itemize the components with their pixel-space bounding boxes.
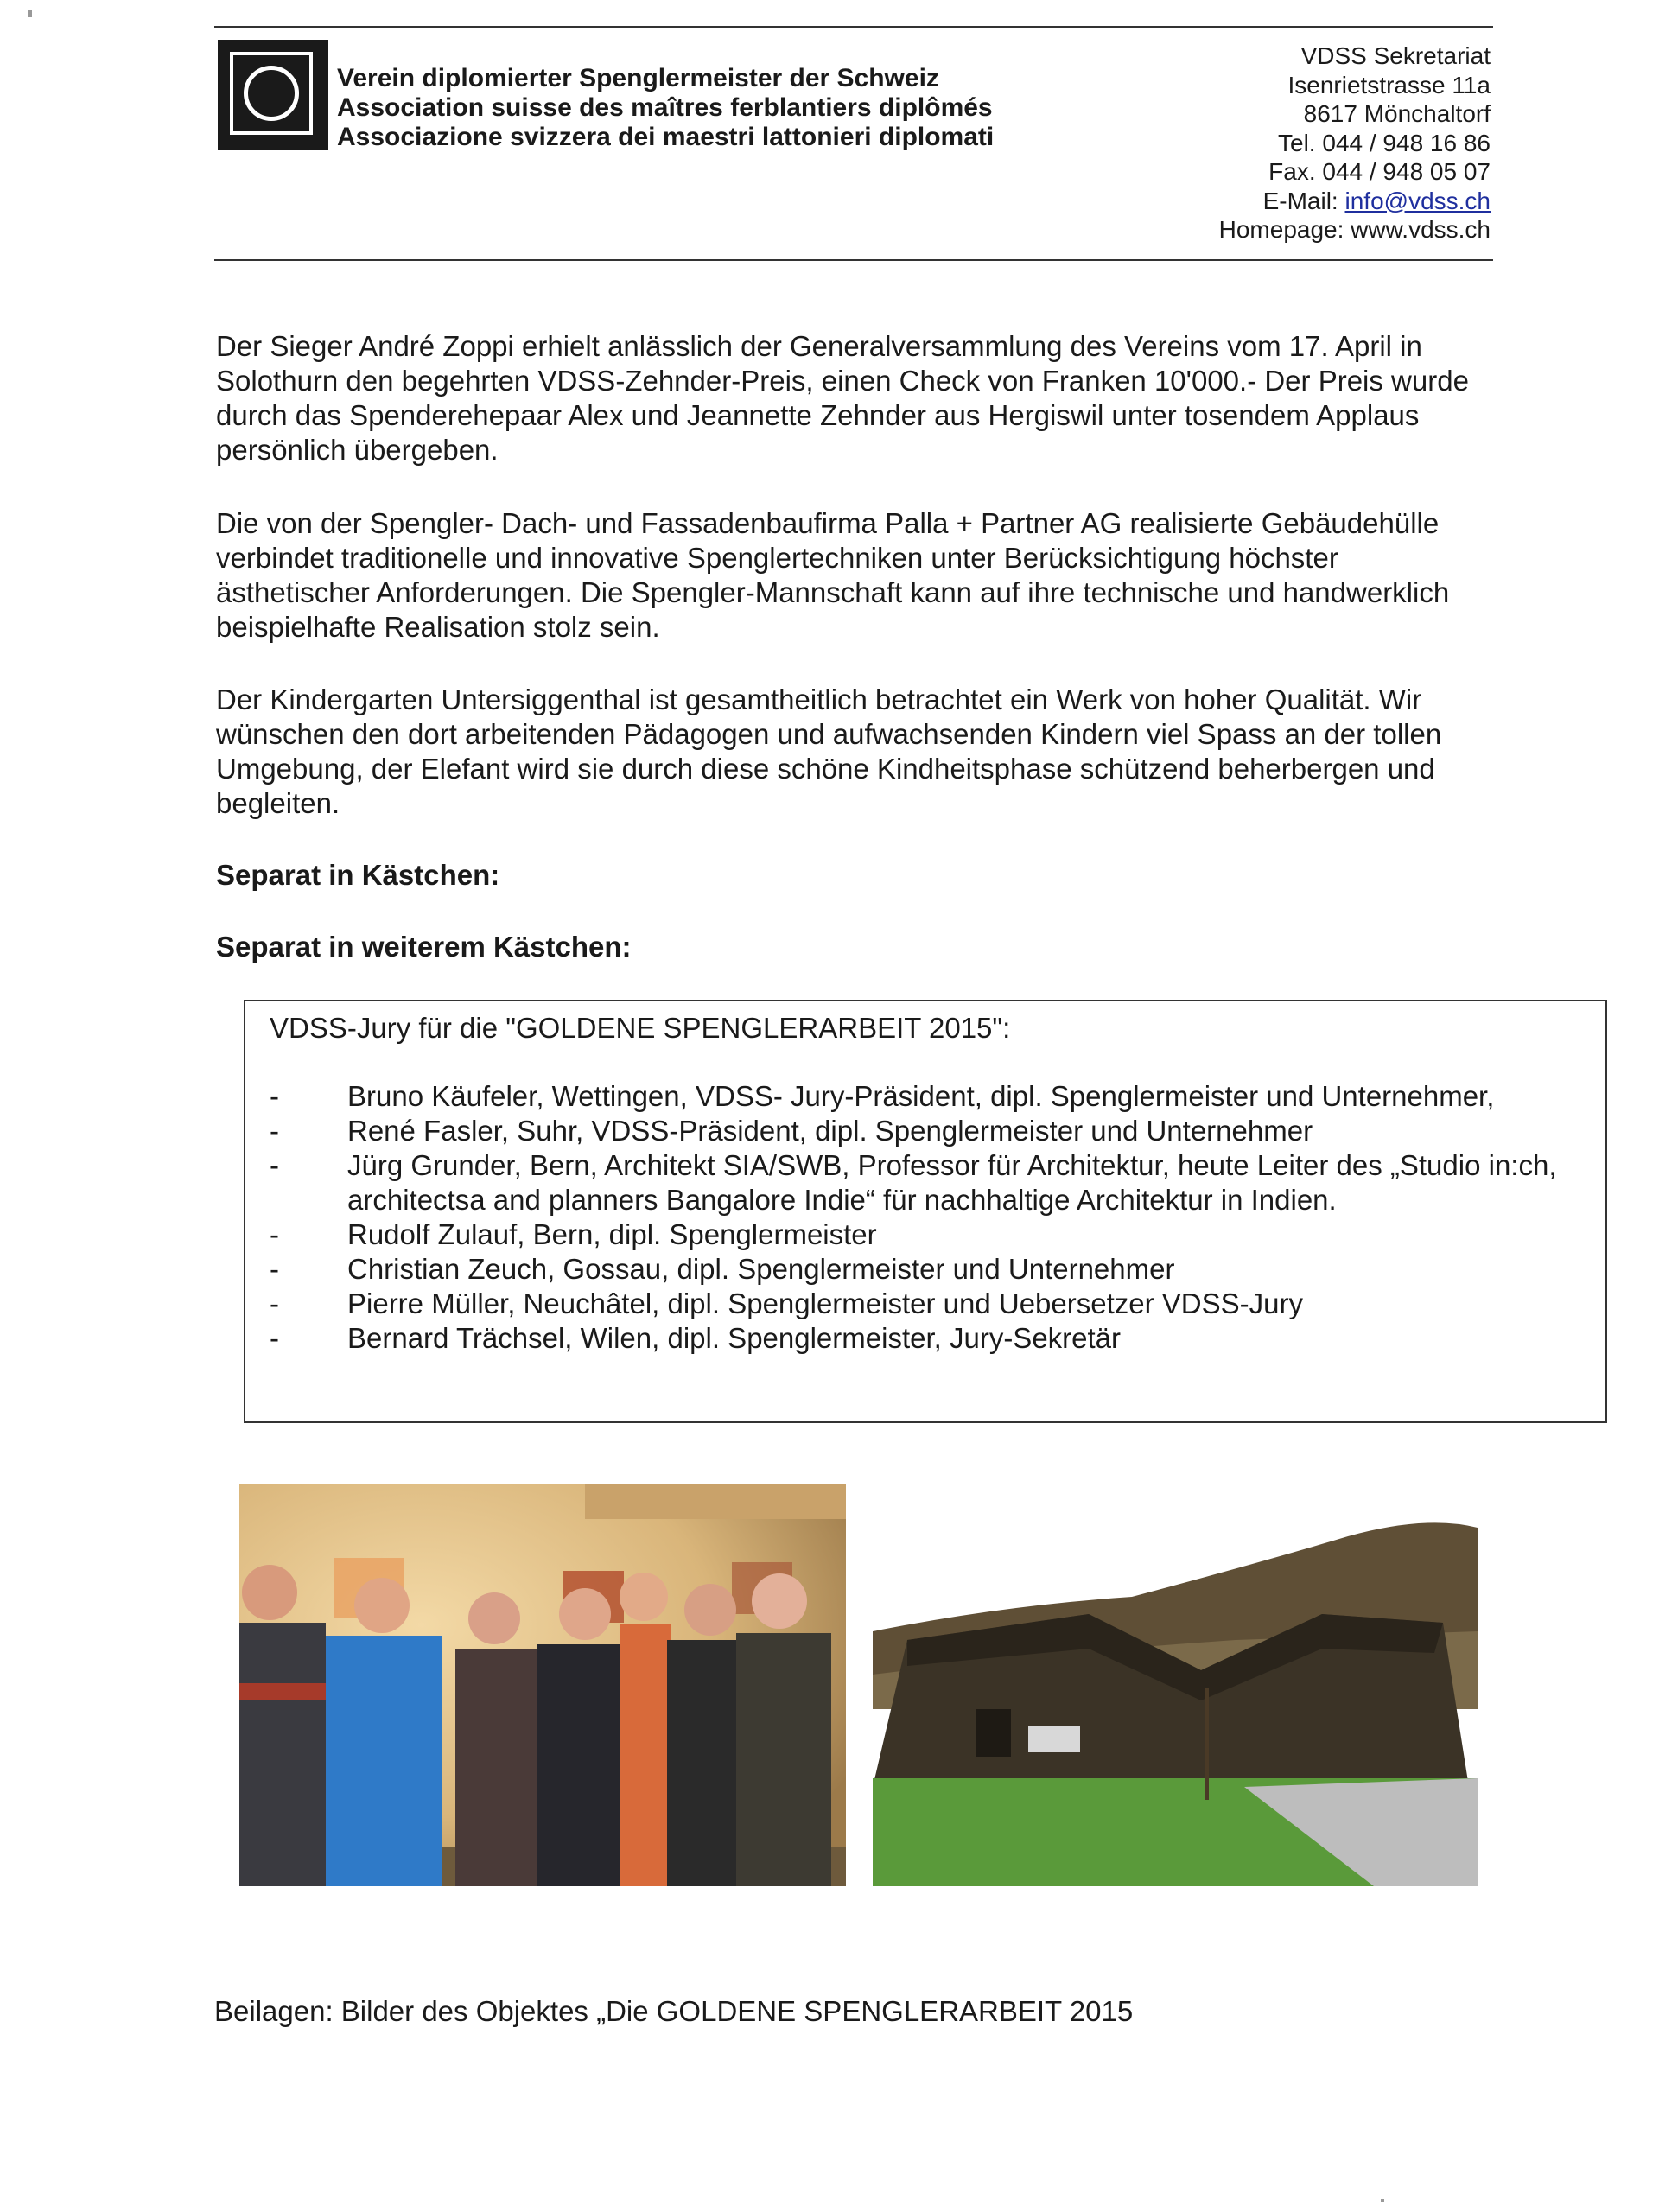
list-dash: - xyxy=(270,1218,279,1250)
heading-separate-further-box: Separat in weiterem Kästchen: xyxy=(216,931,632,963)
list-item: - Christian Zeuch, Gossau, dipl. Spenglermeister und Unternehmer xyxy=(270,1253,1175,1285)
kindergarten-building-photo xyxy=(873,1502,1478,1886)
footer-attachments: Beilagen: Bilder des Objektes „Die GOLDENE SPENGLERARBEIT 2015 xyxy=(214,1995,1134,2027)
org-name-fr: Association suisse des maîtres ferblantiers diplômés xyxy=(337,93,993,122)
list-dash: - xyxy=(270,1080,279,1112)
list-item: - Pierre Müller, Neuchâtel, dipl. Spenglermeister und Uebersetzer VDSS-Jury xyxy=(270,1287,1303,1319)
contact-street: Isenrietstrasse 11a xyxy=(1287,71,1491,99)
header-top-rule xyxy=(214,26,1493,28)
paragraph-prize: Der Sieger André Zoppi erhielt anlässlich der Generalversammlung des Vereins vom 17. April in Solothurn den begehrten VDSS-Zehnder-Preis, einen Check von Franken 10'000.- Der Preis wurde durch das Spenderehepaar Alex und Jeannette Zehnder aus Hergiswil unter tosendem Applaus persönlich übergeben. xyxy=(216,330,1469,466)
jury-group-photo xyxy=(239,1484,846,1886)
heading-separate-box: Separat in Kästchen: xyxy=(216,859,500,891)
contact-secretariat: VDSS Sekretariat xyxy=(1300,42,1491,69)
paragraph-kindergarten: Der Kindergarten Untersiggenthal ist gesamtheitlich betrachtet ein Werk von hoher Qualität. Wir wünschen den dort arbeitenden Pädagogen und aufwachsenden Kindern viel Spass an der tollen Umgebung, der Elefant wird sie durch diese schöne Kindheitsphase schützend beherbergen und begleiten. xyxy=(216,683,1442,819)
contact-homepage: Homepage: www.vdss.ch xyxy=(1218,216,1491,243)
logo-circle-icon xyxy=(244,66,299,121)
contact-city: 8617 Mönchaltorf xyxy=(1303,100,1491,127)
org-name-de: Verein diplomierter Spenglermeister der Schweiz xyxy=(337,64,939,92)
list-dash: - xyxy=(270,1322,279,1354)
contact-tel: Tel. 044 / 948 16 86 xyxy=(1278,129,1491,156)
list-dash: - xyxy=(270,1287,279,1319)
list-dash: - xyxy=(270,1149,279,1181)
list-item: - Bernard Trächsel, Wilen, dipl. Spenglermeister, Jury-Sekretär xyxy=(270,1322,1122,1354)
jury-list xyxy=(270,1079,1583,1356)
contact-email-row xyxy=(1219,187,1491,216)
list-item: - Jürg Grunder, Bern, Architekt SIA/SWB, Professor für Architektur, heute Leiter des „Studio in:ch, architectsa and planners Bangalore Indie“ für nachhaltige Architektur in Indien. xyxy=(270,1149,1557,1216)
list-item: - Bruno Käufeler, Wettingen, VDSS- Jury-Präsident, dipl. Spenglermeister und Unternehmer, xyxy=(270,1080,1495,1112)
scan-speck xyxy=(1381,2199,1384,2202)
list-item: - Rudolf Zulauf, Bern, dipl. Spenglermeister xyxy=(270,1218,877,1250)
logo-frame xyxy=(230,52,313,135)
list-dash: - xyxy=(270,1115,279,1147)
jury-title: VDSS-Jury für die "GOLDENE SPENGLERARBEIT 2015": xyxy=(270,1012,1011,1044)
paragraph-building: Die von der Spengler- Dach- und Fassadenbaufirma Palla + Partner AG realisierte Gebäudehülle verbindet traditionelle und innovative Spenglertechniken unter Berücksichtigung höchster ästhetischer Anforderungen. Die Spengler-Mannschaft kann auf ihre technische und handwerklich beispielhafte Realisation stolz sein. xyxy=(216,507,1450,643)
contact-block xyxy=(1219,41,1491,245)
organization-names xyxy=(337,64,994,152)
contact-fax: Fax. 044 / 948 05 07 xyxy=(1268,158,1491,185)
vdss-logo xyxy=(218,40,328,150)
list-item: - René Fasler, Suhr, VDSS-Präsident, dipl. Spenglermeister und Unternehmer xyxy=(270,1115,1313,1147)
email-label: E-Mail: xyxy=(1262,187,1345,214)
scan-speck xyxy=(28,10,32,17)
org-name-it: Associazione svizzera dei maestri lattonieri diplomati xyxy=(337,123,995,151)
jury-box xyxy=(244,1000,1607,1423)
email-link[interactable]: info@vdss.ch xyxy=(1344,187,1491,214)
header-bottom-rule xyxy=(214,259,1493,261)
list-dash: - xyxy=(270,1253,279,1285)
